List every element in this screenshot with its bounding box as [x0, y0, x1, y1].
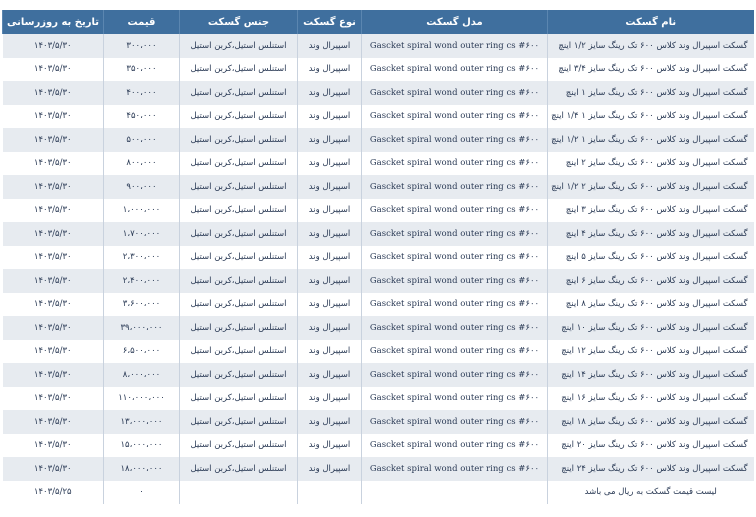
cell-date: ۱۴۰۳/۵/۳۰: [3, 58, 104, 82]
table-row: [3, 81, 754, 105]
column-header-type[interactable]: نوع گسکت: [298, 10, 362, 34]
cell-model: Gascket spiral wond outer ring cs #۶۰۰: [362, 222, 548, 246]
table-row: [3, 293, 754, 317]
cell-price: ۱۳،۰۰۰،۰۰۰: [104, 410, 180, 434]
gasket-price-table: [2, 10, 754, 504]
cell-date: ۱۴۰۳/۵/۳۰: [3, 293, 104, 317]
cell-type: اسپیرال وند: [298, 246, 362, 270]
cell-price: ۳۹،۰۰۰،۰۰۰: [104, 316, 180, 340]
cell-material: استنلس استیل،کربن استیل: [180, 105, 298, 129]
cell-price: ۱۵،۰۰۰،۰۰۰: [104, 434, 180, 458]
cell-type: اسپیرال وند: [298, 293, 362, 317]
cell-date: ۱۴۰۳/۵/۳۰: [3, 128, 104, 152]
cell-type: اسپیرال وند: [298, 81, 362, 105]
cell-name: گسکت اسپیرال وند کلاس ۶۰۰ تک رینگ سایز ۱۰ اینچ: [548, 316, 754, 340]
cell-date: ۱۴۰۳/۵/۳۰: [3, 34, 104, 58]
cell-name: گسکت اسپیرال وند کلاس ۶۰۰ تک رینگ سایز ۱۴ اینچ: [548, 363, 754, 387]
cell-name: گسکت اسپیرال وند کلاس ۶۰۰ تک رینگ سایز ۱۶ اینچ: [548, 387, 754, 411]
cell-date: ۱۴۰۳/۵/۳۰: [3, 340, 104, 364]
cell-model: Gascket spiral wond outer ring cs #۶۰۰: [362, 410, 548, 434]
cell-type: اسپیرال وند: [298, 387, 362, 411]
cell-model: Gascket spiral wond outer ring cs #۶۰۰: [362, 175, 548, 199]
table-row: [3, 128, 754, 152]
cell-price: ۲،۳۰۰،۰۰۰: [104, 246, 180, 270]
cell-price: ۲،۴۰۰،۰۰۰: [104, 269, 180, 293]
cell-type: اسپیرال وند: [298, 269, 362, 293]
cell-price: ۱،۰۰۰،۰۰۰: [104, 199, 180, 223]
cell-price: ۸،۰۰۰،۰۰۰: [104, 363, 180, 387]
table-row: [3, 457, 754, 481]
cell-date: ۱۴۰۳/۵/۳۰: [3, 81, 104, 105]
cell-date: ۱۴۰۳/۵/۳۰: [3, 222, 104, 246]
cell-date: ۱۴۰۳/۵/۳۰: [3, 105, 104, 129]
table-row: [3, 410, 754, 434]
cell-date: ۱۴۰۳/۵/۳۰: [3, 175, 104, 199]
column-header-model[interactable]: مدل گسکت: [362, 10, 548, 34]
cell-model: Gascket spiral wond outer ring cs #۶۰۰: [362, 58, 548, 82]
cell-price: ۱،۷۰۰،۰۰۰: [104, 222, 180, 246]
cell-type: اسپیرال وند: [298, 434, 362, 458]
cell-name: گسکت اسپیرال وند کلاس ۶۰۰ تک رینگ سایز ۱ ۱/۴ اینچ: [548, 105, 754, 129]
cell-model-empty: [362, 481, 548, 505]
cell-material: استنلس استیل،کربن استیل: [180, 293, 298, 317]
table-footer-row: [3, 481, 754, 505]
cell-price: ۴۰۰،۰۰۰: [104, 81, 180, 105]
cell-date: ۱۴۰۳/۵/۳۰: [3, 269, 104, 293]
cell-material: استنلس استیل،کربن استیل: [180, 434, 298, 458]
cell-price: ۱۸،۰۰۰،۰۰۰: [104, 457, 180, 481]
cell-date: ۱۴۰۳/۵/۳۰: [3, 199, 104, 223]
cell-date: ۱۴۰۳/۵/۳۰: [3, 457, 104, 481]
cell-name: گسکت اسپیرال وند کلاس ۶۰۰ تک رینگ سایز ۴ اینچ: [548, 222, 754, 246]
cell-model: Gascket spiral wond outer ring cs #۶۰۰: [362, 293, 548, 317]
cell-model: Gascket spiral wond outer ring cs #۶۰۰: [362, 152, 548, 176]
cell-material: استنلس استیل،کربن استیل: [180, 410, 298, 434]
table-row: [3, 222, 754, 246]
cell-date: ۱۴۰۳/۵/۳۰: [3, 152, 104, 176]
cell-name: گسکت اسپیرال وند کلاس ۶۰۰ تک رینگ سایز ۱۲ اینچ: [548, 340, 754, 364]
cell-name: گسکت اسپیرال وند کلاس ۶۰۰ تک رینگ سایز ۲۰ اینچ: [548, 434, 754, 458]
price-table-container: [2, 10, 753, 504]
cell-type: اسپیرال وند: [298, 316, 362, 340]
cell-type: اسپیرال وند: [298, 363, 362, 387]
table-row: [3, 387, 754, 411]
cell-model: Gascket spiral wond outer ring cs #۶۰۰: [362, 457, 548, 481]
cell-material: استنلس استیل،کربن استیل: [180, 222, 298, 246]
cell-material: استنلس استیل،کربن استیل: [180, 34, 298, 58]
cell-name: گسکت اسپیرال وند کلاس ۶۰۰ تک رینگ سایز ۲ ۱/۲ اینچ: [548, 175, 754, 199]
cell-price: ۹۰۰،۰۰۰: [104, 175, 180, 199]
cell-name: گسکت اسپیرال وند کلاس ۶۰۰ تک رینگ سایز ۸ اینچ: [548, 293, 754, 317]
table-row: [3, 316, 754, 340]
table-row: [3, 105, 754, 129]
table-header-row: [3, 10, 754, 34]
cell-name: گسکت اسپیرال وند کلاس ۶۰۰ تک رینگ سایز ۱ ۱/۲ اینچ: [548, 128, 754, 152]
cell-price: ۰: [104, 481, 180, 505]
cell-name: گسکت اسپیرال وند کلاس ۶۰۰ تک رینگ سایز ۲۴ اینچ: [548, 457, 754, 481]
table-row: [3, 199, 754, 223]
cell-name: گسکت اسپیرال وند کلاس ۶۰۰ تک رینگ سایز ۶ اینچ: [548, 269, 754, 293]
cell-material: استنلس استیل،کربن استیل: [180, 246, 298, 270]
table-row: [3, 246, 754, 270]
column-header-name[interactable]: نام گسکت: [548, 10, 754, 34]
cell-material-empty: [180, 481, 298, 505]
table-row: [3, 58, 754, 82]
cell-model: Gascket spiral wond outer ring cs #۶۰۰: [362, 387, 548, 411]
cell-type: اسپیرال وند: [298, 34, 362, 58]
cell-date: ۱۴۰۳/۵/۳۰: [3, 246, 104, 270]
cell-model: Gascket spiral wond outer ring cs #۶۰۰: [362, 105, 548, 129]
cell-name: گسکت اسپیرال وند کلاس ۶۰۰ تک رینگ سایز ۵ اینچ: [548, 246, 754, 270]
cell-date: ۱۴۰۳/۵/۳۰: [3, 316, 104, 340]
price-note: لیست قیمت گسکت به ریال می باشد: [548, 481, 754, 505]
cell-price: ۸۰۰،۰۰۰: [104, 152, 180, 176]
cell-material: استنلس استیل،کربن استیل: [180, 269, 298, 293]
cell-type: اسپیرال وند: [298, 199, 362, 223]
table-row: [3, 175, 754, 199]
cell-name: گسکت اسپیرال وند کلاس ۶۰۰ تک رینگ سایز ۲ اینچ: [548, 152, 754, 176]
cell-price: ۳،۶۰۰،۰۰۰: [104, 293, 180, 317]
cell-material: استنلس استیل،کربن استیل: [180, 387, 298, 411]
cell-date: ۱۴۰۳/۵/۳۰: [3, 434, 104, 458]
cell-model: Gascket spiral wond outer ring cs #۶۰۰: [362, 128, 548, 152]
table-row: [3, 363, 754, 387]
cell-price: ۱۱۰،۰۰۰،۰۰۰: [104, 387, 180, 411]
column-header-material[interactable]: جنس گسکت: [180, 10, 298, 34]
cell-type: اسپیرال وند: [298, 128, 362, 152]
cell-date: ۱۴۰۳/۵/۳۰: [3, 410, 104, 434]
table-row: [3, 152, 754, 176]
column-header-date[interactable]: تاریخ به روزرسانی: [3, 10, 104, 34]
cell-price: ۵۰۰،۰۰۰: [104, 128, 180, 152]
cell-material: استنلس استیل،کربن استیل: [180, 81, 298, 105]
cell-model: Gascket spiral wond outer ring cs #۶۰۰: [362, 434, 548, 458]
cell-price: ۶،۵۰۰،۰۰۰: [104, 340, 180, 364]
cell-type-empty: [298, 481, 362, 505]
cell-model: Gascket spiral wond outer ring cs #۶۰۰: [362, 363, 548, 387]
cell-name: گسکت اسپیرال وند کلاس ۶۰۰ تک رینگ سایز ۱۸ اینچ: [548, 410, 754, 434]
cell-price: ۳۵۰،۰۰۰: [104, 58, 180, 82]
table-row: [3, 34, 754, 58]
cell-price: ۴۵۰،۰۰۰: [104, 105, 180, 129]
cell-material: استنلس استیل،کربن استیل: [180, 152, 298, 176]
cell-type: اسپیرال وند: [298, 105, 362, 129]
cell-model: Gascket spiral wond outer ring cs #۶۰۰: [362, 246, 548, 270]
column-header-price[interactable]: قیمت: [104, 10, 180, 34]
cell-date: ۱۴۰۳/۵/۳۰: [3, 363, 104, 387]
cell-material: استنلس استیل،کربن استیل: [180, 199, 298, 223]
cell-material: استنلس استیل،کربن استیل: [180, 175, 298, 199]
cell-price: ۳۰۰،۰۰۰: [104, 34, 180, 58]
cell-type: اسپیرال وند: [298, 58, 362, 82]
cell-model: Gascket spiral wond outer ring cs #۶۰۰: [362, 340, 548, 364]
cell-material: استنلس استیل،کربن استیل: [180, 316, 298, 340]
cell-type: اسپیرال وند: [298, 152, 362, 176]
table-row: [3, 269, 754, 293]
cell-type: اسپیرال وند: [298, 340, 362, 364]
cell-model: Gascket spiral wond outer ring cs #۶۰۰: [362, 316, 548, 340]
cell-material: استنلس استیل،کربن استیل: [180, 340, 298, 364]
cell-type: اسپیرال وند: [298, 410, 362, 434]
cell-type: اسپیرال وند: [298, 175, 362, 199]
cell-model: Gascket spiral wond outer ring cs #۶۰۰: [362, 199, 548, 223]
cell-material: استنلس استیل،کربن استیل: [180, 128, 298, 152]
cell-date: ۱۴۰۳/۵/۳۰: [3, 387, 104, 411]
cell-material: استنلس استیل،کربن استیل: [180, 457, 298, 481]
cell-model: Gascket spiral wond outer ring cs #۶۰۰: [362, 81, 548, 105]
cell-material: استنلس استیل،کربن استیل: [180, 58, 298, 82]
cell-material: استنلس استیل،کربن استیل: [180, 363, 298, 387]
cell-type: اسپیرال وند: [298, 222, 362, 246]
cell-date: ۱۴۰۳/۵/۲۵: [3, 481, 104, 505]
cell-name: گسکت اسپیرال وند کلاس ۶۰۰ تک رینگ سایز ۱/۲ اینچ: [548, 34, 754, 58]
table-row: [3, 434, 754, 458]
table-row: [3, 340, 754, 364]
cell-type: اسپیرال وند: [298, 457, 362, 481]
cell-name: گسکت اسپیرال وند کلاس ۶۰۰ تک رینگ سایز ۱ اینچ: [548, 81, 754, 105]
cell-name: گسکت اسپیرال وند کلاس ۶۰۰ تک رینگ سایز ۳ اینچ: [548, 199, 754, 223]
cell-model: Gascket spiral wond outer ring cs #۶۰۰: [362, 269, 548, 293]
cell-model: Gascket spiral wond outer ring cs #۶۰۰: [362, 34, 548, 58]
cell-name: گسکت اسپیرال وند کلاس ۶۰۰ تک رینگ سایز ۳/۴ اینچ: [548, 58, 754, 82]
